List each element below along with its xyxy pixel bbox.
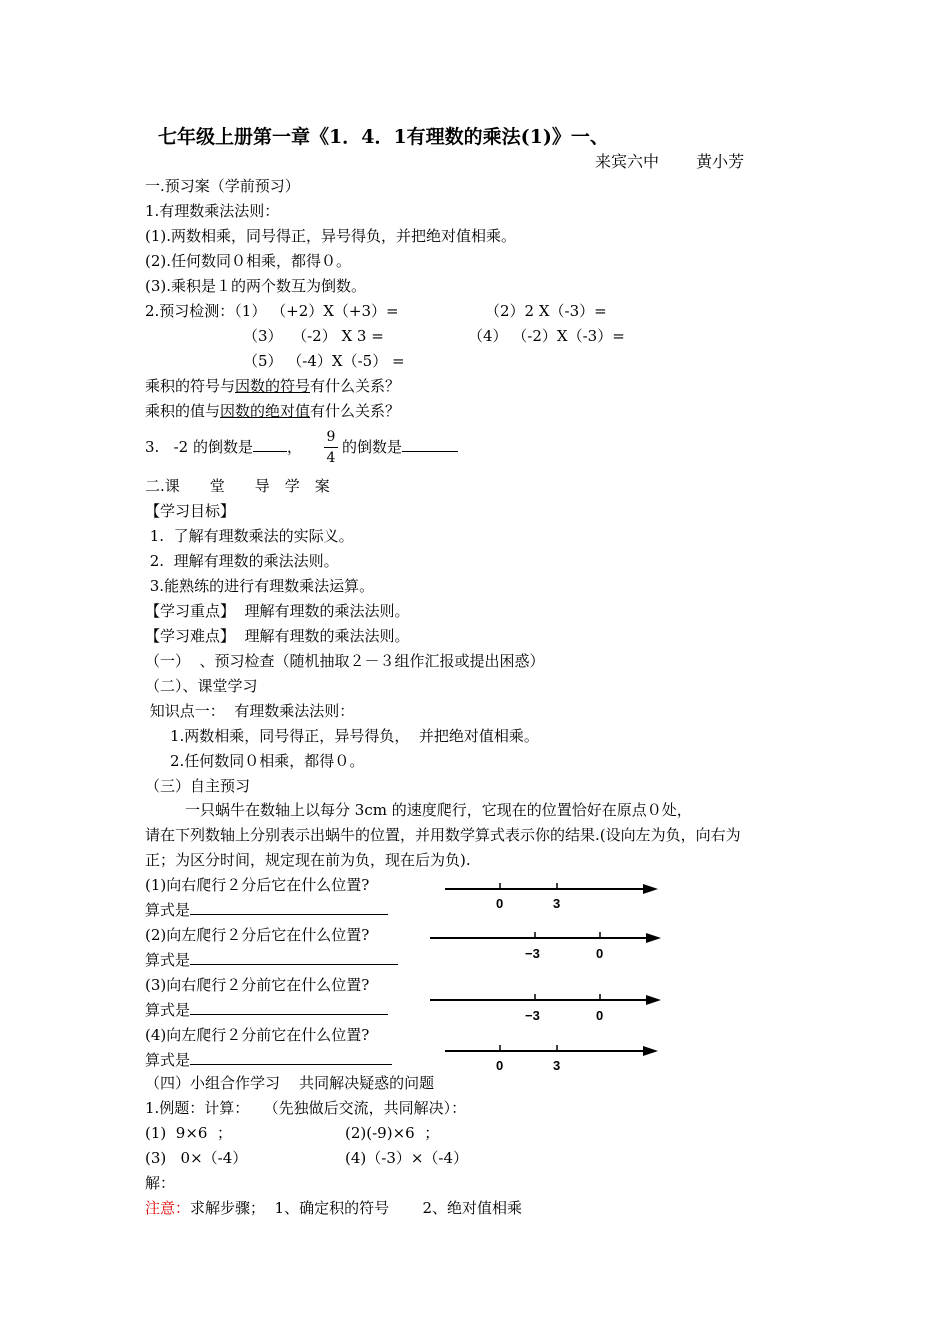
solution-label: 解：	[145, 1174, 176, 1192]
part-1: （一） 、预习检查（随机抽取２－３组作汇报或提出困惑）	[145, 652, 545, 670]
tick-label: 0	[596, 946, 604, 961]
formula-2: 算式是	[145, 950, 398, 970]
snail-question-3: (3)向右爬行２分前它在什么位置?	[145, 976, 370, 994]
note	[145, 1198, 522, 1218]
number-line-4	[445, 1044, 660, 1084]
rule-2: (2).任何数同０相乘，都得０。	[145, 252, 352, 270]
formula-1: 算式是	[145, 900, 388, 920]
rule-heading: 1.有理数乘法法则：	[145, 202, 280, 220]
example-4: (4)（-3）×（-4）	[345, 1149, 469, 1167]
rule-1: (1).两数相乘，同号得正，异号得负，并把绝对值相乘。	[145, 227, 517, 245]
check-5: （5） （-4）X（-5） =	[243, 352, 405, 370]
note-label: 注意：	[145, 1199, 191, 1217]
example-3: (3) 0×（-4）	[145, 1149, 248, 1167]
reciprocal-question: 3. -2 的倒数是 ，	[145, 438, 303, 456]
check-1: 2.预习检测：（1） （+2）X（+3）=	[145, 302, 399, 320]
snail-question-4: (4)向左爬行２分前它在什么位置?	[145, 1026, 370, 1044]
part-3: （三）自主预习	[145, 777, 251, 795]
check-3: （3） （-2） X 3 =	[243, 327, 384, 345]
page-title: 七年级上册第一章《1．4．1有理数的乘法(1)》一、	[158, 126, 609, 148]
example-2: (2)(-9)×6 ；	[345, 1124, 440, 1142]
difficulty: 【学习难点】 理解有理数的乘法法则。	[145, 627, 410, 645]
example-heading: 1.例题：计算： （先独做后交流，共同解决）：	[145, 1099, 467, 1117]
author: 来宾六中 黄小芳	[595, 152, 745, 171]
fraction-nine-fourths: 9 4	[322, 429, 340, 466]
snail-text-3: 正；为区分时间，规定现在前为负，现在后为负).	[145, 851, 471, 869]
question-sign: 乘积的符号与因数的符号有什么关系？	[145, 377, 401, 395]
check-2: （2）2 X（-3）=	[485, 302, 607, 320]
example-1: (1) 9×6 ；	[145, 1124, 232, 1142]
tick-label: 0	[596, 1008, 604, 1023]
number-line-1	[445, 880, 660, 920]
number-line-2	[430, 931, 662, 971]
rule-3: (3).乘积是１的两个数互为倒数。	[145, 277, 367, 295]
part-4: （四）小组合作学习 共同解决疑惑的问题	[145, 1074, 435, 1092]
part-2: （二）、课堂学习	[145, 677, 258, 695]
reciprocal-question-2: 的倒数是	[342, 437, 458, 457]
snail-question-2: (2)向左爬行２分后它在什么位置?	[145, 926, 370, 944]
snail-text-2: 请在下列数轴上分别表示出蜗牛的位置，并用数学算式表示你的结果.(设向左为负，向右为	[145, 826, 741, 844]
snail-text-1: 一只蜗牛在数轴上以每分 3cm 的速度爬行，它现在的位置恰好在原点０处，	[185, 801, 692, 819]
goal-heading: 【学习目标】	[145, 502, 236, 520]
number-line-3	[430, 993, 662, 1033]
snail-question-1: (1)向右爬行２分后它在什么位置?	[145, 876, 370, 894]
goal-3: 3.能熟练的进行有理数乘法运算。	[145, 577, 375, 595]
question-value: 乘积的值与因数的绝对值有什么关系？	[145, 402, 401, 420]
goal-2: 2. 理解有理数的乘法法则。	[145, 552, 339, 570]
key-point: 【学习重点】 理解有理数的乘法法则。	[145, 602, 410, 620]
knowledge-point: 知识点一： 有理数乘法法则：	[145, 702, 355, 720]
tick-label: 3	[553, 896, 561, 911]
tick-label: 3	[553, 1058, 561, 1073]
knowledge-1: 1.两数相乘，同号得正，异号得负， 并把绝对值相乘。	[170, 727, 539, 745]
tick-label: 0	[496, 896, 504, 911]
note-text: 求解步骤； 1、确定积的符号 2、绝对值相乘	[190, 1199, 523, 1217]
formula-4: 算式是	[145, 1050, 392, 1070]
tick-label: −3	[525, 946, 540, 961]
goal-1: 1. 了解有理数乘法的实际义。	[145, 527, 354, 545]
tick-label: −3	[525, 1008, 540, 1023]
check-4: （4） （-2）X（-3）=	[468, 327, 625, 345]
knowledge-2: 2.任何数同０相乘，都得０。	[170, 752, 365, 770]
tick-label: 0	[496, 1058, 504, 1073]
section-2-heading: 二.课 堂 导 学 案	[145, 477, 330, 495]
formula-3: 算式是	[145, 1000, 388, 1020]
section-1-heading: 一.预习案（学前预习）	[145, 177, 300, 195]
